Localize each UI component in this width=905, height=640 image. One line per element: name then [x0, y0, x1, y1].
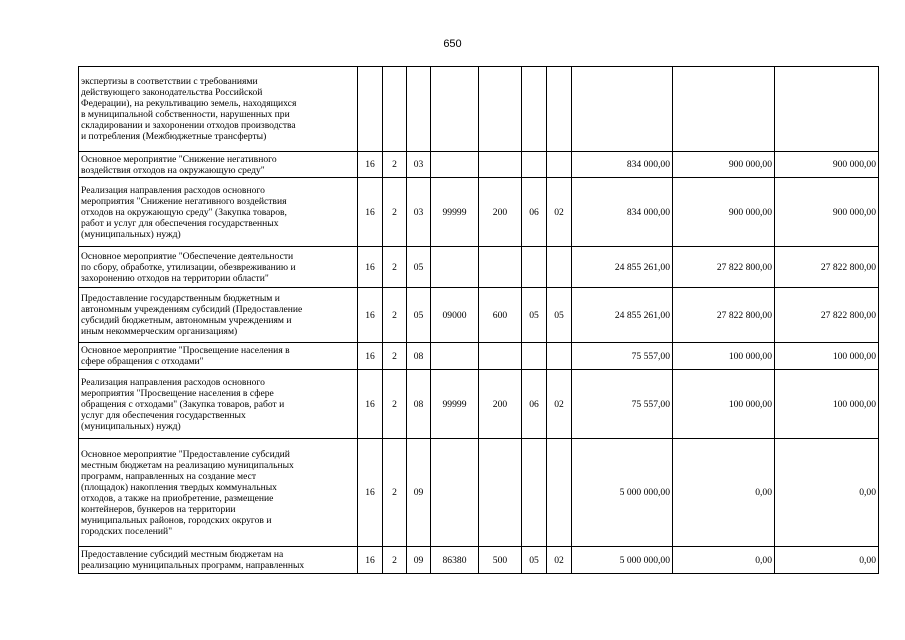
section-code: 06 — [522, 178, 547, 247]
subprogram-code: 2 — [383, 370, 407, 439]
subprogram-code: 2 — [383, 247, 407, 288]
row-description: Основное мероприятие "Обеспечение деятельности по сбору, обработке, утилизации, обезвреживанию и захоронению отходов на территории области" — [79, 247, 358, 288]
expense-type-code: 200 — [479, 178, 522, 247]
section-code — [522, 247, 547, 288]
direction-code: 99999 — [431, 178, 479, 247]
budget-table — [78, 66, 879, 574]
program-code: 16 — [358, 178, 383, 247]
program-code: 16 — [358, 439, 383, 547]
amount-year-2: 900 000,00 — [673, 152, 775, 178]
section-code — [522, 152, 547, 178]
subsection-code — [547, 67, 572, 152]
subprogram-code: 2 — [383, 178, 407, 247]
amount-year-3: 27 822 800,00 — [775, 247, 879, 288]
table-row — [79, 152, 879, 178]
expense-type-code — [479, 343, 522, 370]
amount-year-3: 900 000,00 — [775, 152, 879, 178]
subprogram-code — [383, 67, 407, 152]
activity-code: 08 — [407, 370, 431, 439]
amount-year-1: 24 855 261,00 — [572, 247, 673, 288]
program-code — [358, 67, 383, 152]
amount-year-3 — [775, 67, 879, 152]
section-code — [522, 343, 547, 370]
amount-year-3: 27 822 800,00 — [775, 288, 879, 343]
table-row — [79, 178, 879, 247]
amount-year-3: 100 000,00 — [775, 370, 879, 439]
activity-code: 09 — [407, 439, 431, 547]
amount-year-1: 834 000,00 — [572, 152, 673, 178]
subsection-code — [547, 343, 572, 370]
amount-year-2: 27 822 800,00 — [673, 247, 775, 288]
subprogram-code: 2 — [383, 547, 407, 574]
activity-code: 05 — [407, 288, 431, 343]
expense-type-code — [479, 439, 522, 547]
direction-code — [431, 152, 479, 178]
amount-year-3: 0,00 — [775, 439, 879, 547]
amount-year-1: 5 000 000,00 — [572, 439, 673, 547]
amount-year-2: 900 000,00 — [673, 178, 775, 247]
direction-code: 99999 — [431, 370, 479, 439]
amount-year-1: 5 000 000,00 — [572, 547, 673, 574]
table-row — [79, 67, 879, 152]
amount-year-3: 100 000,00 — [775, 343, 879, 370]
activity-code: 03 — [407, 178, 431, 247]
direction-code — [431, 343, 479, 370]
subsection-code — [547, 439, 572, 547]
subprogram-code: 2 — [383, 152, 407, 178]
program-code: 16 — [358, 343, 383, 370]
activity-code — [407, 67, 431, 152]
activity-code: 08 — [407, 343, 431, 370]
amount-year-1 — [572, 67, 673, 152]
section-code — [522, 439, 547, 547]
expense-type-code — [479, 152, 522, 178]
subprogram-code: 2 — [383, 439, 407, 547]
subsection-code — [547, 247, 572, 288]
page-number: 650 — [443, 38, 462, 50]
amount-year-3: 0,00 — [775, 547, 879, 574]
row-description: Реализация направления расходов основного мероприятия "Снижение негативного воздействия отходов на окружающую среду" (Закупка товаров, работ и услуг для обеспечения государственных (муниципальных) нужд) — [79, 178, 358, 247]
row-description: экспертизы в соответствии с требованиями действующего законодательства Российской Федерации), на рекультивацию земель, находящихся в муниципальной собственности, нарушенных при складировании и захоронении отходов производства и потребления (Межбюджетные трансферты) — [79, 67, 358, 152]
direction-code — [431, 67, 479, 152]
section-code: 05 — [522, 288, 547, 343]
table-row — [79, 247, 879, 288]
subsection-code: 02 — [547, 178, 572, 247]
table-row — [79, 439, 879, 547]
program-code: 16 — [358, 370, 383, 439]
direction-code — [431, 439, 479, 547]
amount-year-2: 100 000,00 — [673, 343, 775, 370]
amount-year-2: 0,00 — [673, 439, 775, 547]
section-code: 06 — [522, 370, 547, 439]
direction-code: 86380 — [431, 547, 479, 574]
subsection-code: 02 — [547, 370, 572, 439]
expense-type-code: 600 — [479, 288, 522, 343]
subsection-code: 05 — [547, 288, 572, 343]
direction-code — [431, 247, 479, 288]
expense-type-code: 200 — [479, 370, 522, 439]
expense-type-code: 500 — [479, 547, 522, 574]
amount-year-1: 75 557,00 — [572, 370, 673, 439]
amount-year-2: 0,00 — [673, 547, 775, 574]
row-description: Основное мероприятие "Предоставление субсидий местным бюджетам на реализацию муниципальных программ, направленных на создание мест (площадок) накопления твердых коммунальных отходов, а также на приобретение, размещение контейнеров, бункеров на территории муниципальных районов, городских округов и городских поселений" — [79, 439, 358, 547]
program-code: 16 — [358, 247, 383, 288]
subprogram-code: 2 — [383, 343, 407, 370]
amount-year-1: 834 000,00 — [572, 178, 673, 247]
expense-type-code — [479, 247, 522, 288]
amount-year-1: 75 557,00 — [572, 343, 673, 370]
subsection-code: 02 — [547, 547, 572, 574]
table-row — [79, 288, 879, 343]
row-description: Предоставление субсидий местным бюджетам на реализацию муниципальных программ, направленных — [79, 547, 358, 574]
amount-year-2: 100 000,00 — [673, 370, 775, 439]
amount-year-3: 900 000,00 — [775, 178, 879, 247]
amount-year-1: 24 855 261,00 — [572, 288, 673, 343]
row-description: Основное мероприятие "Просвещение населения в сфере обращения с отходами" — [79, 343, 358, 370]
row-description: Предоставление государственным бюджетным и автономным учреждениям субсидий (Предоставление субсидий бюджетным, автономным учреждениям и иным некоммерческим организациям) — [79, 288, 358, 343]
program-code: 16 — [358, 288, 383, 343]
amount-year-2 — [673, 67, 775, 152]
table-row — [79, 370, 879, 439]
expense-type-code — [479, 67, 522, 152]
section-code — [522, 67, 547, 152]
row-description: Реализация направления расходов основного мероприятия "Просвещение населения в сфере обращения с отходами" (Закупка товаров, работ и услуг для обеспечения государственных (муниципальных) нужд) — [79, 370, 358, 439]
table-row — [79, 343, 879, 370]
subsection-code — [547, 152, 572, 178]
amount-year-2: 27 822 800,00 — [673, 288, 775, 343]
section-code: 05 — [522, 547, 547, 574]
table-row — [79, 547, 879, 574]
direction-code: 09000 — [431, 288, 479, 343]
activity-code: 05 — [407, 247, 431, 288]
subprogram-code: 2 — [383, 288, 407, 343]
row-description: Основное мероприятие "Снижение негативного воздействия отходов на окружающую среду" — [79, 152, 358, 178]
program-code: 16 — [358, 547, 383, 574]
activity-code: 03 — [407, 152, 431, 178]
activity-code: 09 — [407, 547, 431, 574]
program-code: 16 — [358, 152, 383, 178]
